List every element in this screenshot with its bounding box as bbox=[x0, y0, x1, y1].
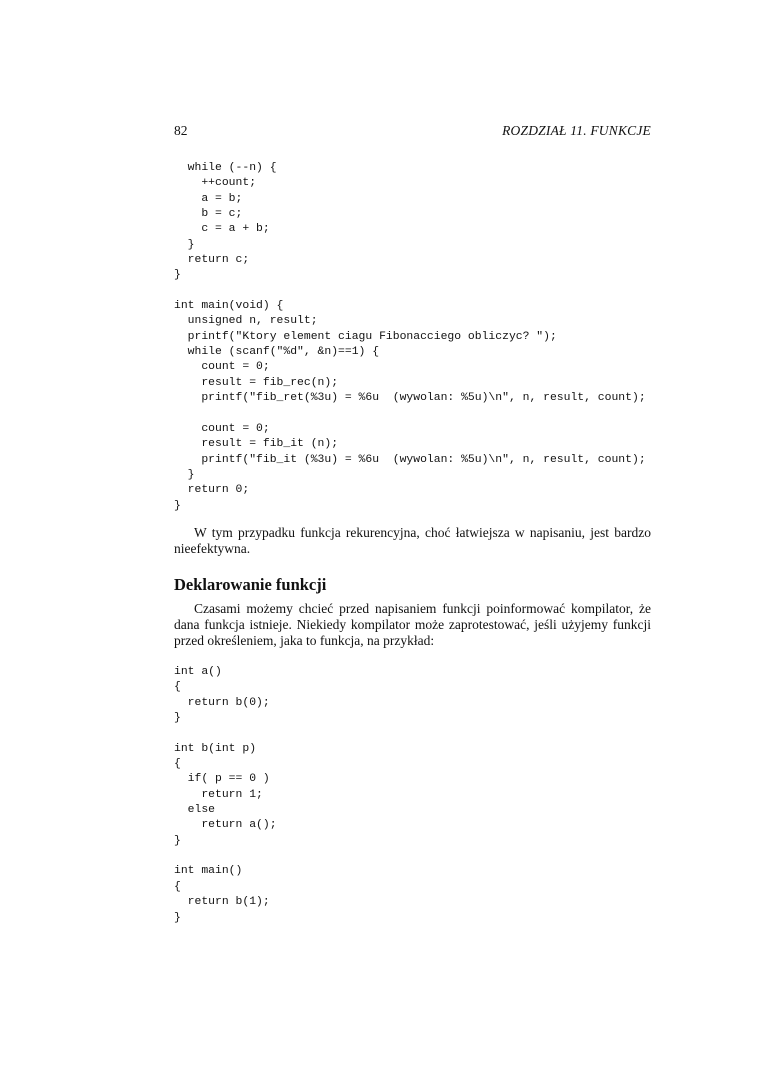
running-head: ROZDZIAŁ 11. FUNKCJE bbox=[502, 123, 651, 138]
code-listing-mutual-recursion: int a() { return b(0); } int b(int p) { if( p == 0 ) return 1; else return a(); } int main() { return b(1); } bbox=[174, 666, 277, 924]
section-heading: Deklarowanie funkcji bbox=[174, 575, 327, 594]
code-listing-fibonacci: while (--n) { ++count; a = b; b = c; c = a + b; } return c; } int main(void) { unsigned n, result; printf("Ktory element ciagu Fibonacciego obliczyc? "); while (scanf("%d", &n)==1) { count = 0; result = fib_rec(n); printf("fib_ret(%3u) = %6u (wywolan: %5u)\n", n, result, count); count = 0; result = fib_it (n); printf("fib_it (%3u) = %6u (wywolan: %5u)\n", n, result, count); } return 0; } bbox=[174, 162, 646, 512]
page-header bbox=[174, 123, 651, 143]
page-number: 82 bbox=[174, 123, 188, 138]
paragraph-recursion-note: W tym przypadku funkcja rekurencyjna, choć łatwiejsza w napisaniu, jest bardzo nieefektywna. bbox=[174, 525, 651, 556]
paragraph-declaration-intro: Czasami możemy chcieć przed napisaniem funkcji poinformować kompilator, że dana funkcja istnieje. Niekiedy kompilator może zaprotestować, jeśli użyjemy funkcji przed określeniem, jaka to funkcja, na przykład: bbox=[174, 601, 651, 648]
